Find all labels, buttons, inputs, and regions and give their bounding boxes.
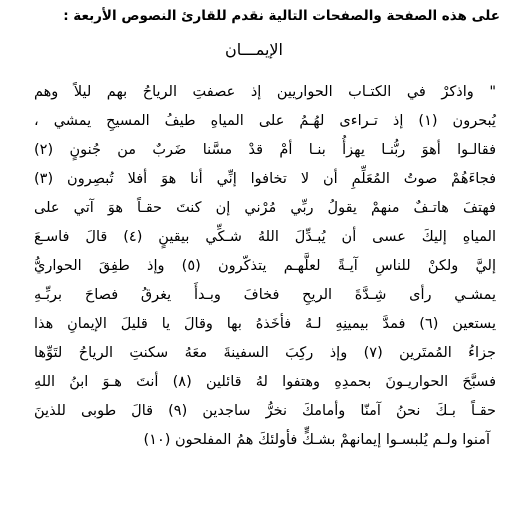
verse-text-block <box>34 78 496 455</box>
verse-line: فجاءَهُمْ صوتُ المُعَلِّمِ أن لا تخافوا إنِّي أنا هوَ أفلا تُبصِرون (٣) <box>34 171 496 187</box>
verse-line: آمنوا ولـم يُلبسـوا إيمانهمْ بشـكٍّ فأولئكَ همُ المفلحون (١٠) <box>143 432 490 448</box>
verse-line: فهتفَ هاتـفٌ منهمْ يقولُ ربِّي مُرْني إن كنتَ حقـاً هوَ آتي على <box>34 200 496 216</box>
intro-heading: على هذه الصفحة والصفحات التالية نقدم للقارئ النصوص الأربعة : <box>63 8 500 24</box>
verse-line: يمشـي رأى شِـدَّةَ الريحِ فخافَ وبـدأَ يغرقُ فصاحَ بربِّـهِ <box>34 287 496 303</box>
verse-line: إليَّ ولكنْ للناسِ آيـةً لعلَّهـم يتذكّرون (٥) وإذ طفِقَ الحواريُّ <box>34 258 497 274</box>
verse-line: فقالـوا أهوَ ربُّنـا يهزأُ بنـا أمْ قدْ مسَّنا ضَربٌ من جُنونٍ (٢) <box>34 142 496 158</box>
verse-line: يستعين (٦) فمدَّ بيمينِهِ لـهُ فأخَذهُ بها وقالَ يا قليلَ الإيمانِ هذا <box>34 316 496 332</box>
page-title: الإيمـــان <box>225 40 283 59</box>
verse-line: فسبَّحَ الحواريـونَ بحمدِهِ وهتفوا لهُ قائلين (٨) أنتَ هـوَ ابنُ اللهِ <box>34 374 496 390</box>
verse-line: المياهِ إليكَ عسى أن يُبـدِّلَ اللهُ شـكِّي بيقينٍ (٤) قالَ فاسـعَ <box>34 229 496 245</box>
verse-line: " واذكرْ في الكتـاب الحواريين إذ عصفتِ الرياحُ بهم ليلاً وهم <box>34 84 496 100</box>
verse-line: جزاءُ المُمتَرين (٧) وإذ ركِبَ السفينةَ معَهُ سكنتِ الرياحُ لتَوِّها <box>34 345 496 361</box>
verse-line: يُبحرون (١) إذ تـراءى لهُـمُ على المياهِ طيفُ المسيحِ يمشي ، <box>34 113 496 129</box>
verse-line: حقـاً بـكَ نحنُ آمنّا وأمامكَ نخرُّ ساجدين (٩) قالَ طوبى للذينَ <box>34 403 496 419</box>
